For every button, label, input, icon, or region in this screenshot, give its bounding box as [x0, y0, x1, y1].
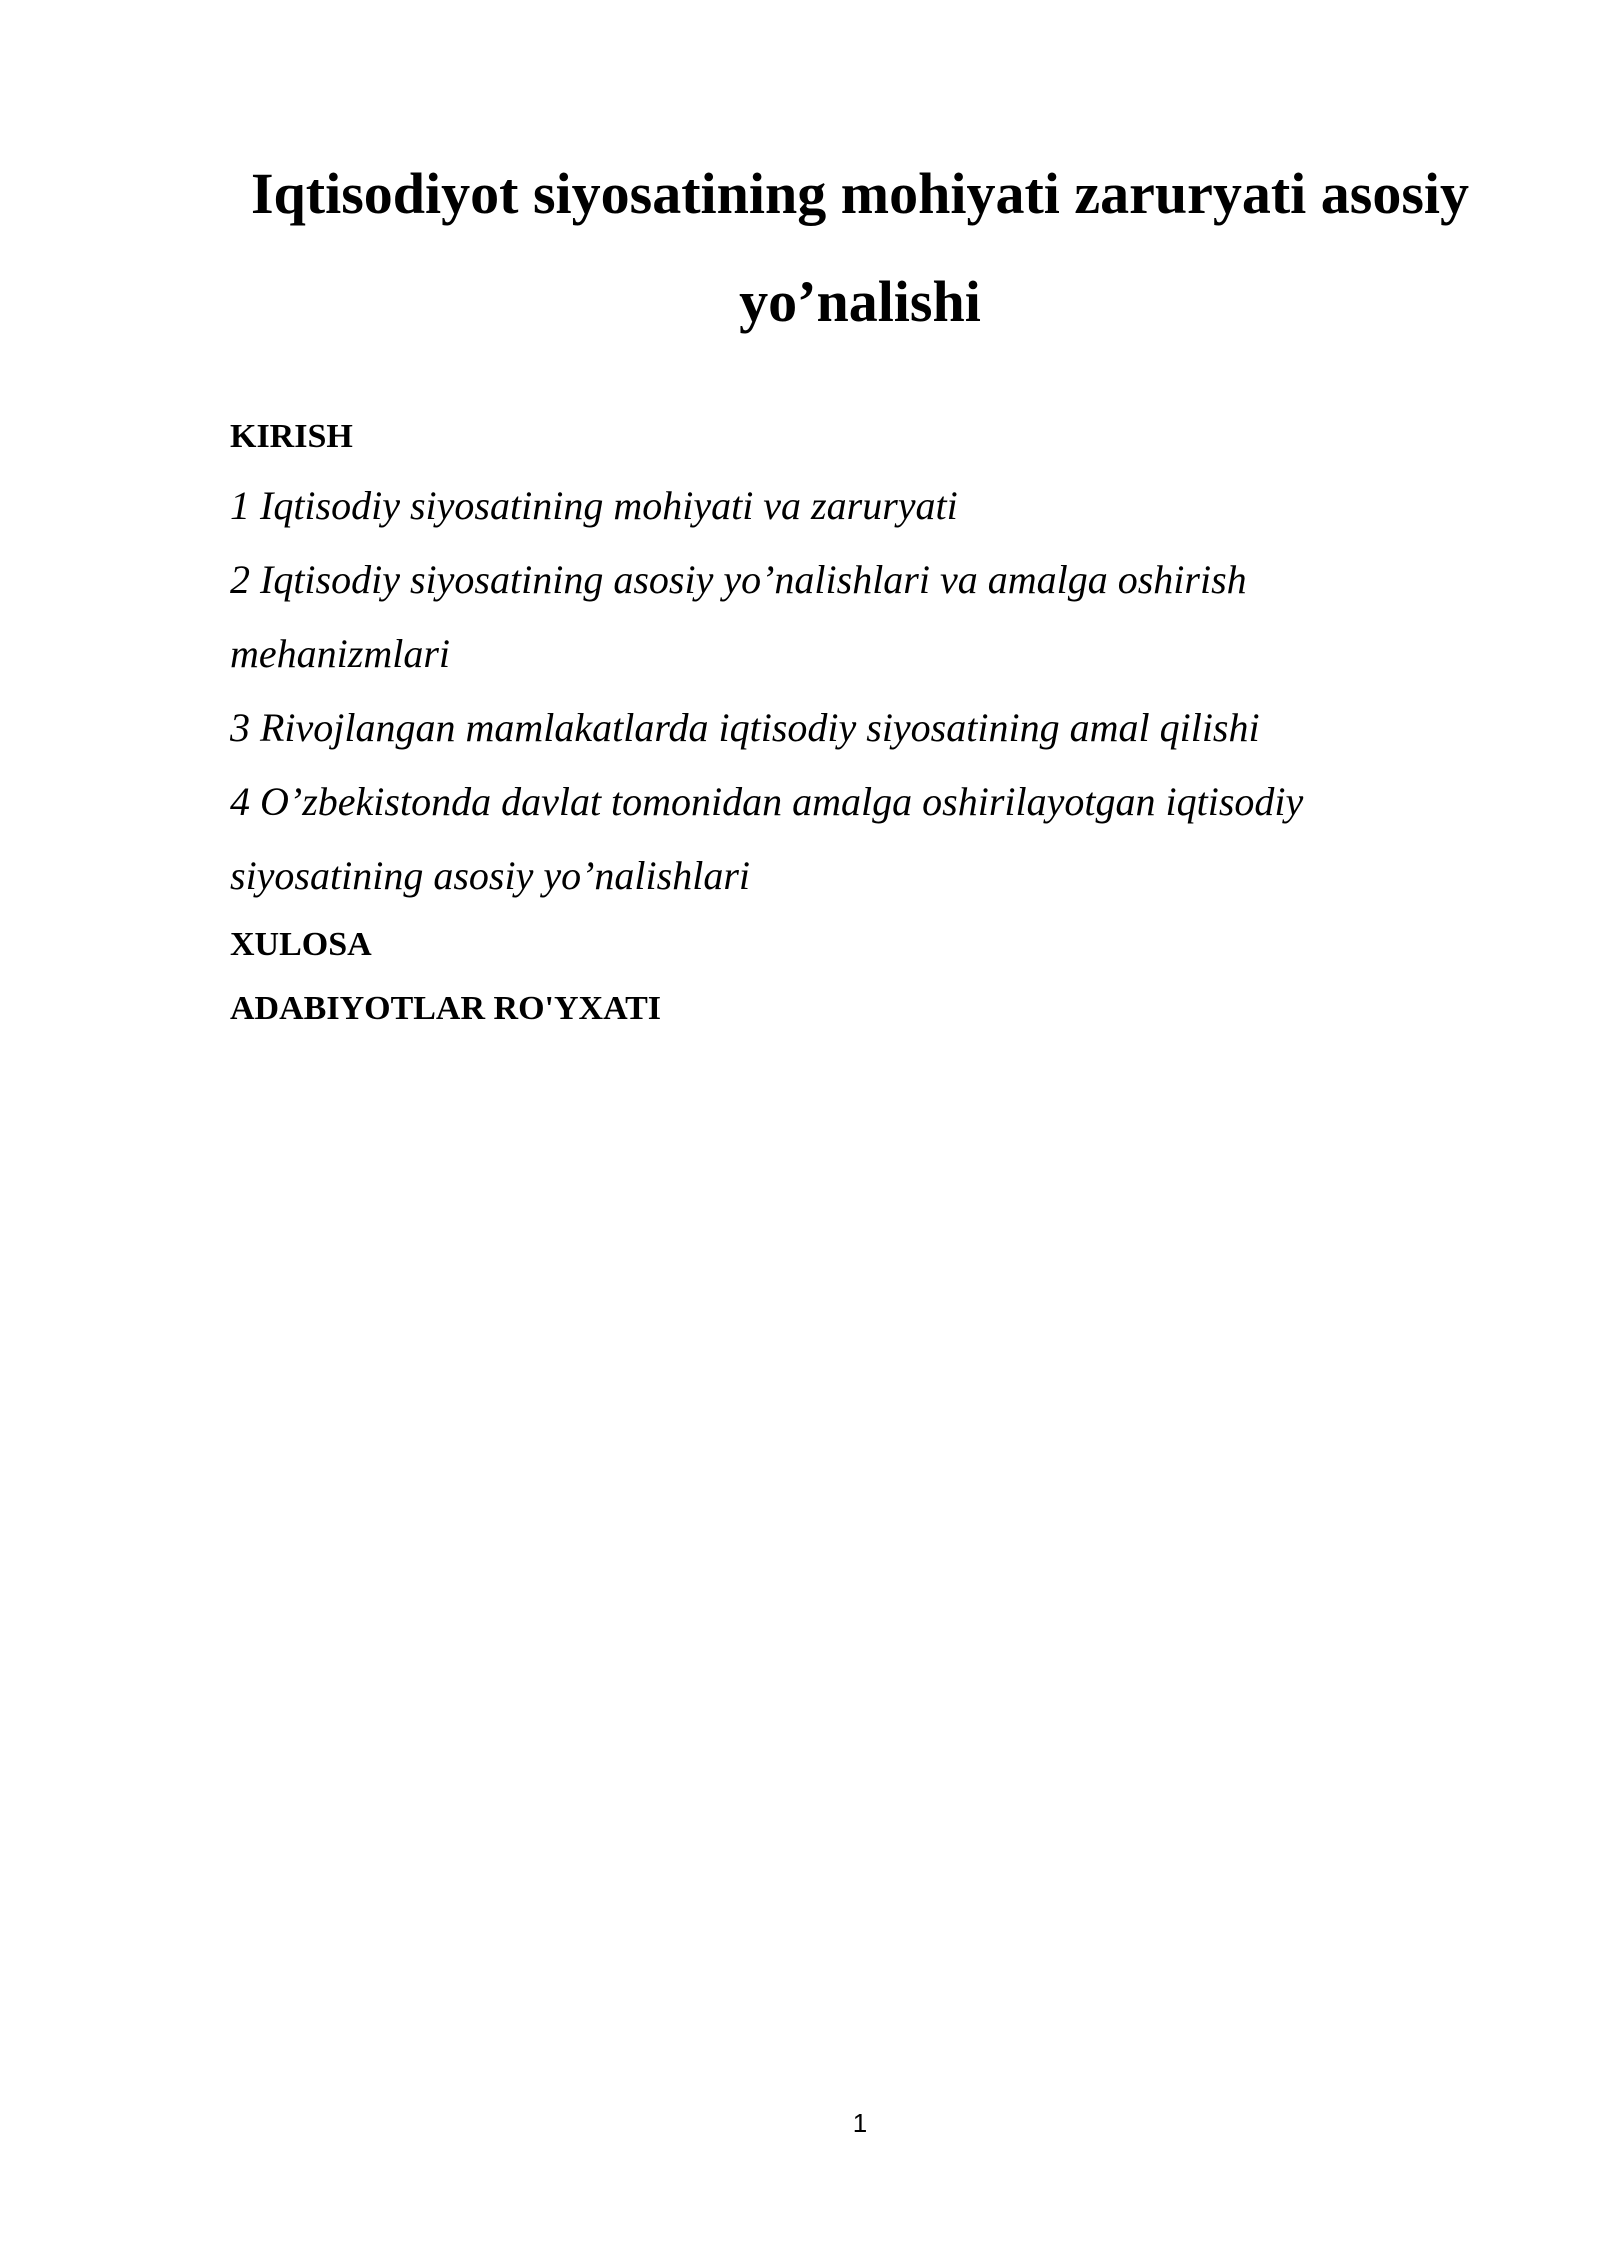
- document-title-line-2: yo’nalishi: [739, 269, 981, 334]
- toc-section-2-line-2: mehanizmlari: [230, 631, 450, 676]
- table-of-contents: [230, 405, 1480, 1041]
- toc-item-intro: KIRISH: [230, 418, 353, 455]
- toc-section-4-line-2: siyosatining asosiy yo’nalishlari: [230, 853, 750, 898]
- document-title-line-1: Iqtisodiyot siyosatining mohiyati zaruryati asosiy: [250, 161, 1470, 226]
- toc-section-3-line-1: 3 Rivojlangan mamlakatlarda iqtisodiy siyosatining amal qilishi: [230, 705, 1260, 750]
- toc-item-conclusion: XULOSA: [230, 926, 372, 963]
- document-title: [200, 140, 1520, 356]
- toc-section-1-line-1: 1 Iqtisodiy siyosatining mohiyati va zaruryati: [230, 483, 958, 528]
- toc-section-4-line-1: 4 O’zbekistonda davlat tomonidan amalga oshirilayotgan iqtisodiy: [230, 779, 1304, 824]
- toc-item-section-2: [230, 543, 1480, 691]
- toc-item-section-1: [230, 469, 1480, 543]
- toc-item-references: ADABIYOTLAR RO'YXATI: [230, 990, 662, 1027]
- toc-item-section-4: [230, 765, 1480, 913]
- toc-section-2-line-1: 2 Iqtisodiy siyosatining asosiy yo’nalishlari va amalga oshirish: [230, 557, 1247, 602]
- page-number: 1: [852, 2108, 868, 2138]
- toc-item-section-3: [230, 691, 1480, 765]
